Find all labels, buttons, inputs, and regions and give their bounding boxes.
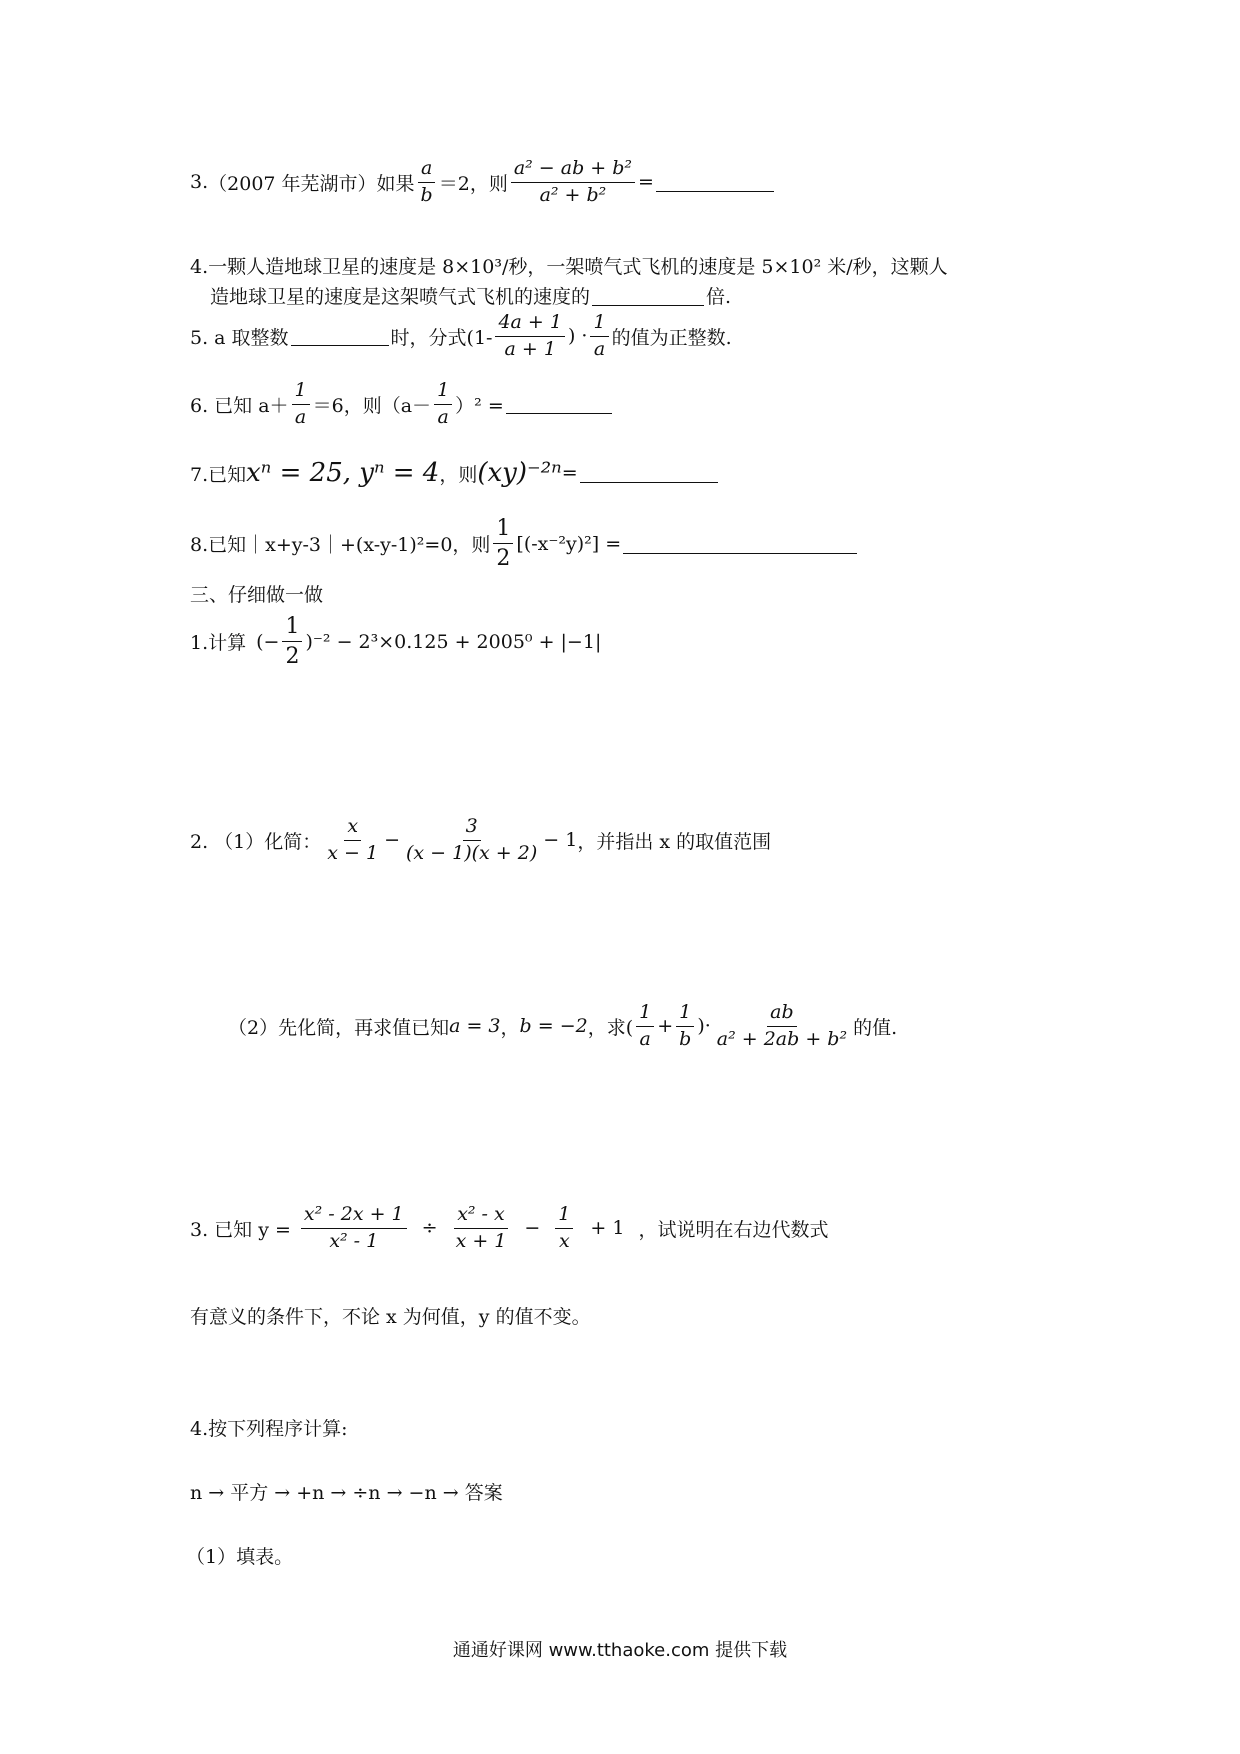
answer-blank xyxy=(580,481,718,483)
question-3 xyxy=(190,158,776,207)
operator: + xyxy=(657,1015,674,1038)
fraction-one-half: $\frac{1}{2}$ xyxy=(493,516,513,572)
fraction: $\frac{ab}{\text{a² + 2ab + b²}}$ xyxy=(716,1001,848,1050)
fraction: $\frac{\text{x² - x}}{x + 1}$ xyxy=(455,1203,507,1252)
question-8 xyxy=(190,516,859,572)
fraction: $\frac{1}{a}$ xyxy=(636,1002,654,1051)
operator: − xyxy=(384,829,400,852)
equals-sign: = xyxy=(638,171,654,194)
problem-3 xyxy=(190,1204,828,1253)
problem-text: （2）先化简，再求值已知 xyxy=(228,1016,450,1039)
question-text: 的值为正整数. xyxy=(611,326,732,349)
fraction: $\frac{3}{(x - 1)(x + 2)}$ xyxy=(406,815,538,864)
problem-text: 的值. xyxy=(853,1016,898,1039)
operator: ) · xyxy=(567,325,588,348)
answer-blank xyxy=(592,304,704,306)
fraction: $\frac{1}{a}$ xyxy=(292,380,310,429)
separator: ， xyxy=(500,1016,520,1039)
answer-blank xyxy=(291,344,389,346)
fraction: $\frac{1}{a}$ xyxy=(590,312,608,361)
answer-blank xyxy=(656,190,774,192)
question-text: ＝6，则（a－ xyxy=(312,394,432,417)
answer-blank xyxy=(506,412,612,414)
math-text: a = 3 xyxy=(449,1015,501,1038)
math-text: b = −2 xyxy=(519,1015,588,1038)
program-flow xyxy=(190,1478,503,1505)
connector-text: ，则 xyxy=(469,172,508,195)
page-footer: 通通好课网 www.tthaoke.com 提供下载 xyxy=(452,1640,788,1661)
question-6 xyxy=(190,380,614,429)
math-text: (− xyxy=(256,630,280,653)
question-text: 8.已知｜x+y-3｜+(x-y-1)²=0，则 xyxy=(190,534,491,557)
fraction: $\frac{1}{a}$ xyxy=(434,380,452,429)
question-7 xyxy=(190,458,720,488)
question-text: 7.已知 xyxy=(190,463,247,486)
question-text: 时，分式(1- xyxy=(390,326,493,349)
question-text: 6. 已知 a＋ xyxy=(190,394,289,417)
problem-4-title xyxy=(190,1414,348,1441)
problem-4-subpart xyxy=(186,1542,293,1569)
problem-text: 3. 已知 y = xyxy=(190,1218,291,1241)
problem-1 xyxy=(190,614,601,670)
problem-text: ，试说明在右边代数式 xyxy=(638,1218,829,1241)
math-expression: xⁿ = 25, yⁿ = 4 xyxy=(246,458,440,488)
question-text: ，则 xyxy=(439,463,478,486)
problem-text: 有意义的条件下，不论 x 为何值，y 的值不变。 xyxy=(190,1306,591,1328)
problem-text: 4.按下列程序计算: xyxy=(190,1418,348,1440)
question-text: 5. a 取整数 xyxy=(190,326,289,349)
question-text: （2007 年芜湖市）如果 xyxy=(208,172,415,195)
problem-text: 1.计算 xyxy=(190,632,247,655)
question-text: 造地球卫星的速度是这架喷气式飞机的速度的 xyxy=(210,286,591,308)
fraction: $\frac{1}{b}$ xyxy=(676,1002,694,1051)
fraction-one-half: $\frac{1}{2}$ xyxy=(282,614,302,670)
question-4-line-2 xyxy=(210,282,731,309)
equals-sign: = xyxy=(561,462,578,484)
section-heading xyxy=(190,580,323,607)
question-5 xyxy=(190,312,732,361)
fraction: $\frac{1}{x}$ xyxy=(555,1204,573,1253)
problem-3-line-2 xyxy=(190,1302,591,1329)
question-text: [(-x⁻²y)²] = xyxy=(516,532,622,555)
question-text: 倍. xyxy=(706,286,732,308)
operator: + 1 xyxy=(590,1217,625,1240)
math-expression: )⁻² − 2³×0.125 + 2005⁰ + |−1| xyxy=(305,630,602,653)
question-text: ）² = xyxy=(455,394,504,417)
question-4-line-1 xyxy=(190,252,948,279)
operator: )· xyxy=(697,1015,711,1038)
math-expression: (xy)⁻²ⁿ xyxy=(477,458,562,488)
fraction: $\frac{4a + 1}{a + 1}$ xyxy=(495,312,565,361)
problem-2-part-2 xyxy=(228,1002,897,1051)
flow-text: n → 平方 → +n → ÷n → −n → 答案 xyxy=(190,1482,503,1504)
problem-2-part-1 xyxy=(190,816,771,865)
problem-text: ，求( xyxy=(587,1016,634,1039)
fraction-a-over-b: $\frac{a}{b}$ xyxy=(418,158,436,207)
math-text: − 1 xyxy=(543,829,578,852)
question-number: 3. xyxy=(190,171,209,194)
fraction-expression: $\frac{\text{a² − ab + b²}}{\text{a² + b²}}$ xyxy=(511,158,635,207)
answer-blank xyxy=(623,552,857,554)
problem-text: 2. （1）化简： xyxy=(190,830,322,853)
operator: ÷ xyxy=(421,1217,438,1240)
condition-value: ＝2 xyxy=(438,172,470,195)
operator: − xyxy=(524,1217,541,1240)
section-title: 三、仔细做一做 xyxy=(190,584,324,606)
problem-text: （1）填表。 xyxy=(186,1546,294,1568)
question-text: 4.一颗人造地球卫星的速度是 8×10³/秒，一架喷气式飞机的速度是 5×10² 米/秒，这颗人 xyxy=(190,256,948,278)
fraction: $\frac{\text{x² - 2x + 1}}{\text{x² - 1}}$ xyxy=(301,1204,407,1253)
fraction: $\frac{x}{x - 1}$ xyxy=(327,815,379,864)
problem-text: ，并指出 x 的取值范围 xyxy=(577,830,772,853)
